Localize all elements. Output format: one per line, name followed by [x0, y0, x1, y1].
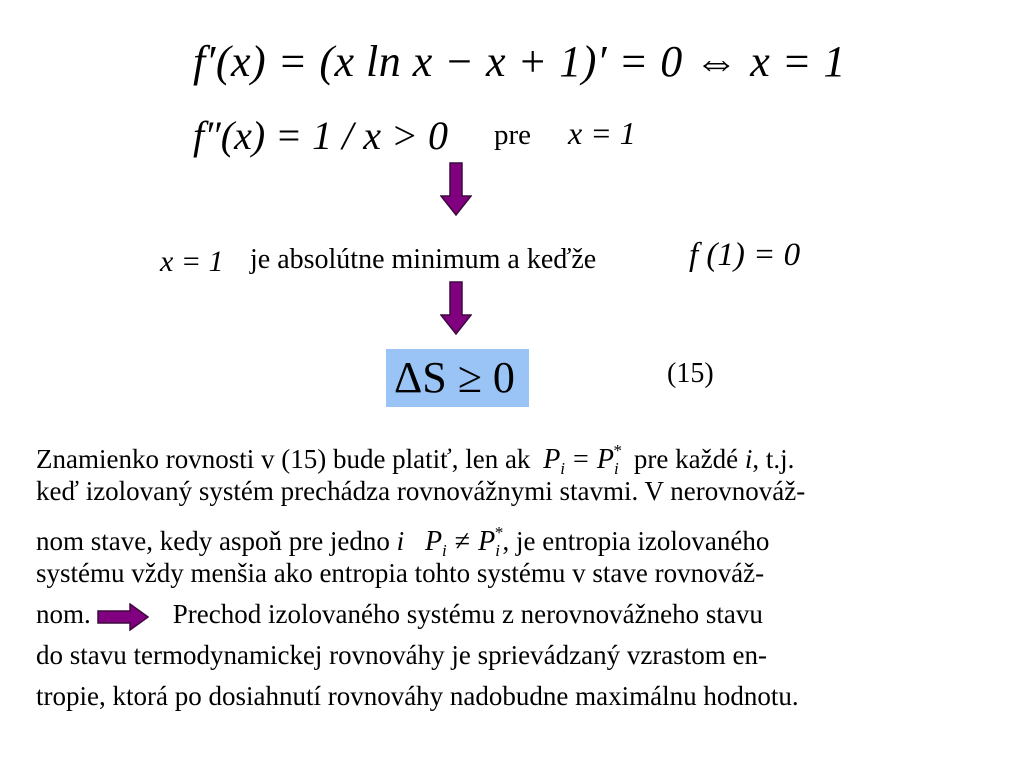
- paragraph-line-4: systému vždy menšia ako entropia tohto systému v stave rovnováž-: [36, 558, 765, 588]
- math-subscript: i: [442, 541, 447, 560]
- paragraph-line-1-a: Znamienko rovnosti v (15) bude platiť, len ak: [36, 444, 531, 474]
- paragraph-line-3-i: i: [396, 526, 405, 556]
- entropy-inequality-text: ΔS ≥ 0: [394, 353, 515, 402]
- paragraph-line-5-a: nom.: [36, 599, 91, 629]
- paragraph-line-5: [36, 594, 1024, 635]
- math-operator: ≠: [454, 526, 471, 557]
- math-subscript: i: [495, 541, 500, 560]
- paragraph-line-1: [36, 430, 1024, 478]
- math-p-symbol: P: [543, 444, 561, 475]
- paragraph-line-3-a: nom stave, kedy aspoň pre jedno: [36, 526, 390, 556]
- second-derivative-equation: [193, 112, 448, 160]
- first-derivative-text: f′(x) = (x ln x − x + 1)′ = 0 ⇔ x = 1: [193, 37, 846, 86]
- paragraph-line-7: tropie, ktorá po dosiahnutí rovnováhy nadobudne maximálnu hodnotu.: [36, 681, 799, 711]
- paragraph-line-6: do stavu termodynamickej rovnováhy je sprievádzaný vzrastom en-: [36, 640, 768, 670]
- math-operator: =: [573, 444, 589, 475]
- math-superscript: *: [494, 523, 503, 542]
- arrow-down-icon: [440, 162, 472, 216]
- first-derivative-equation: [193, 36, 846, 88]
- arrow-right-icon: [97, 603, 149, 631]
- paragraph-line-1-i: i: [744, 444, 753, 474]
- math-p-symbol: P: [478, 526, 496, 557]
- equation-number: (15): [667, 358, 714, 389]
- math-p-symbol: P: [596, 444, 614, 475]
- math-superscript: *: [612, 441, 622, 460]
- math-subscript: i: [613, 459, 619, 478]
- arrow-down-icon: [440, 281, 472, 335]
- paragraph-line-1-c: , t.j.: [752, 444, 795, 474]
- math-subscript: i: [560, 459, 566, 478]
- paragraph-line-5-b: Prechod izolovaného systému z nerovnovážneho stavu: [172, 599, 763, 629]
- f-of-one-equation: f (1) = 0: [689, 237, 801, 273]
- math-p-symbol: P: [424, 526, 443, 557]
- entropy-inequality: [394, 353, 515, 403]
- minimum-x-equation: x = 1: [160, 245, 224, 278]
- minimum-statement: je absolútne minimum a keďže: [250, 244, 597, 275]
- paragraph-line-3-b: , je entropia izolovaného: [502, 526, 770, 556]
- paragraph-line-1-b: pre každé: [633, 444, 739, 474]
- second-derivative-text: f″(x) = 1 / x > 0: [193, 113, 449, 158]
- condition-equation: x = 1: [568, 115, 636, 151]
- paragraph-line-2: keď izolovaný systém prechádza rovnovážnymi stavmi. V nerovnováž-: [36, 476, 806, 506]
- pre-label: pre: [494, 119, 532, 151]
- explanation-paragraph: [36, 430, 1024, 717]
- paragraph-line-3: [36, 512, 1024, 560]
